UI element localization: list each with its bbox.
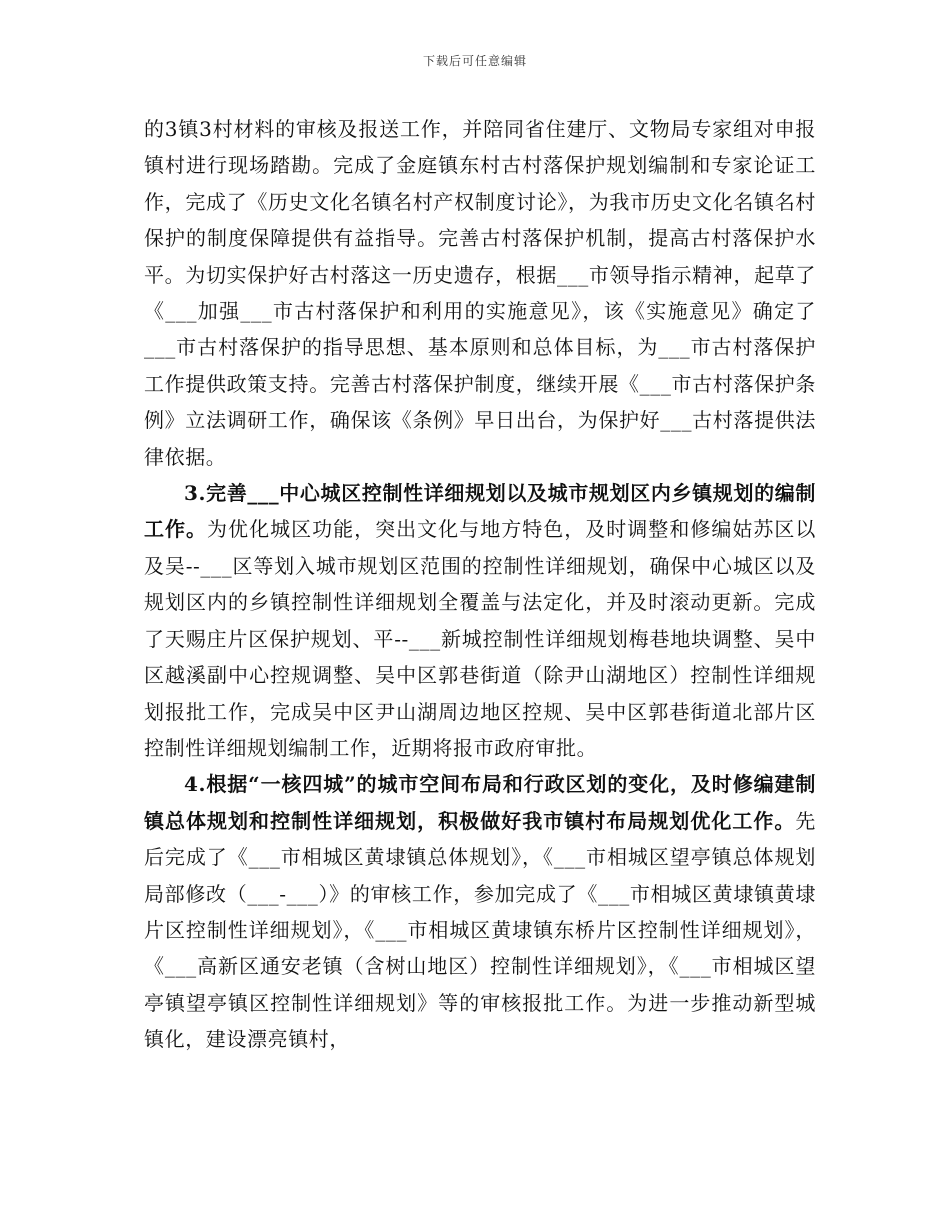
paragraph-3-heading: 4.根据“一核四城”的城市空间布局和行政区划的变化，及时修编建制镇总体规划和控制性详细规划，积极做好我市镇村布局规划优化工作。 bbox=[144, 772, 816, 833]
paragraph-1 bbox=[144, 111, 816, 475]
paragraph-3-text: 先后完成了《___市相城区黄埭镇总体规划》，《___市相城区望亭镇总体规划局部修改（___-___）》的审核工作，参加完成了《___市相城区黄埭镇黄埭片区控制性详细规划》，《___市相城区黄埭镇东桥片区控制性详细规划》，《___高新区通安老镇（含树山地区）控制性详细规划》，《___市相城区望亭镇望亭镇区控制性详细规划》等的审核报批工作。为进一步推动新型城镇化，建设漂亮镇村， bbox=[144, 808, 816, 1052]
document-body bbox=[144, 111, 816, 1058]
page-header: 下载后可任意编辑 bbox=[422, 54, 527, 68]
paragraph-2 bbox=[144, 475, 816, 766]
paragraph-3 bbox=[144, 766, 816, 1057]
paragraph-2-text: 为优化城区功能，突出文化与地方特色，及时调整和修编姑苏区以及吴--___区等划入城市规划区范围的控制性详细规划，确保中心城区以及规划区内的乡镇控制性详细规划全覆盖与法定化，并及时滚动更新。完成了天赐庄片区保护规划、平--___新城控制性详细规划梅巷地块调整、吴中区越溪副中心控规调整、吴中区郭巷街道（除尹山湖地区）控制性详细规划报批工作，完成吴中区尹山湖周边地区控规、吴中区郭巷街道北部片区控制性详细规划编制工作，近期将报市政府审批。 bbox=[144, 517, 816, 760]
paragraph-2-heading: 3.完善___中心城区控制性详细规划以及城市规划区内乡镇规划的编制工作。 bbox=[144, 481, 816, 542]
paragraph-1-text: 的3镇3村材料的审核及报送工作，并陪同省住建厅、文物局专家组对申报镇村进行现场踏勘。完成了金庭镇东村古村落保护规划编制和专家论证工作，完成了《历史文化名镇名村产权制度讨论》，为我市历史文化名镇名村保护的制度保障提供有益指导。完善古村落保护机制，提高古村落保护水平。为切实保护好古村落这一历史遗存，根据___市领导指示精神，起草了《___加强___市古村落保护和利用的实施意见》，该《实施意见》确定了___市古村落保护的指导思想、基本原则和总体目标，为___市古村落保护工作提供政策支持。完善古村落保护制度，继续开展《___市古村落保护条例》立法调研工作，确保该《条例》早日出台，为保护好___古村落提供法律依据。 bbox=[144, 117, 816, 469]
